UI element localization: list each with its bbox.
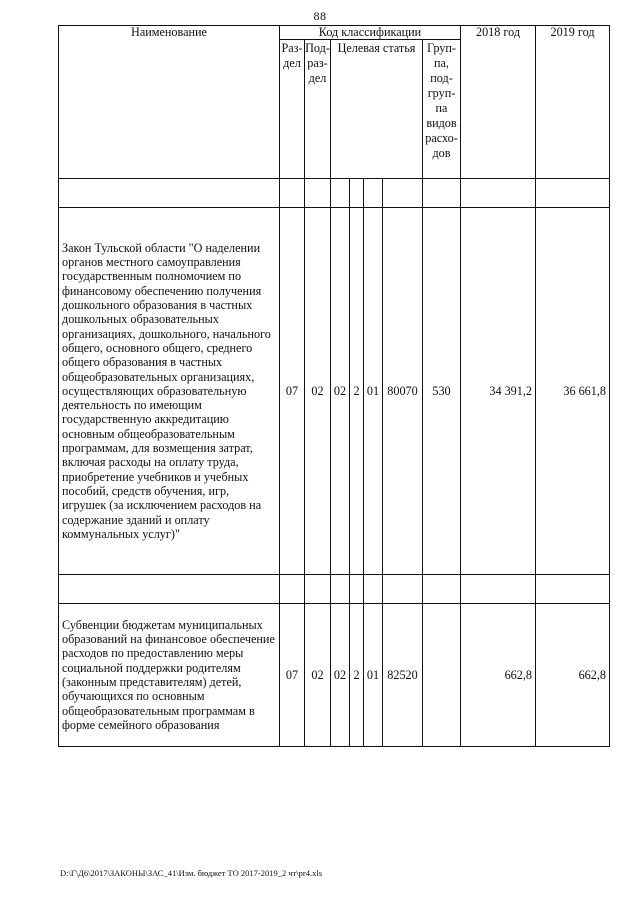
row-name: Закон Тульской области "О наделении органов местного самоуправления государственным полномочием по финансовому обеспечению получения дошкольного образования в частных дошкольных образовательных организациях, дошкольного, начального общего, основного общего, среднего общего образования в частных общеобразовательных организациях, осуществляющих образовательную деятельность по имеющим государственную аккредитацию основным общеобразовательным программам, для возмещения затрат, включая расходы на оплату труда, приобретение учебников и учебных пособий, средств обучения, игр, игрушек (за исключением расходов на содержание зданий и оплату коммунальных услуг)" (59, 208, 280, 575)
row-2018: 662,8 (461, 604, 536, 747)
page-number: 88 (313, 9, 327, 23)
table-row (59, 604, 610, 747)
row-target-3: 01 (364, 604, 383, 747)
header-target-article: Целевая статья (331, 40, 423, 179)
row-target-1: 02 (331, 604, 350, 747)
row-target-4: 82520 (383, 604, 423, 747)
budget-table (58, 25, 610, 747)
row-2019: 36 661,8 (536, 208, 610, 575)
row-target-1: 02 (331, 208, 350, 575)
row-podrazdel: 02 (305, 604, 331, 747)
header-code: Код классификации (280, 26, 461, 40)
header-name: Наименование (59, 26, 280, 179)
row-target-4: 80070 (383, 208, 423, 575)
row-name: Субвенции бюджетам муниципальных образований на финансовое обеспечение расходов по предоставлению меры социальной поддержки родителям (законным представителям) детей, обучающихся по основным общеобразовательным программам в форме семейного образования (59, 604, 280, 747)
header-razdel: Раз- дел (280, 40, 305, 179)
row-razdel: 07 (280, 604, 305, 747)
header-podrazdel: Под- раз- дел (305, 40, 331, 179)
row-podrazdel: 02 (305, 208, 331, 575)
row-razdel: 07 (280, 208, 305, 575)
spacer-row (59, 575, 610, 604)
row-target-2: 2 (350, 604, 364, 747)
row-2019: 662,8 (536, 604, 610, 747)
row-target-2: 2 (350, 208, 364, 575)
header-group: Груп- па, под- груп- па видов расхо- дов (423, 40, 461, 179)
table-row (59, 208, 610, 575)
spacer-row (59, 179, 610, 208)
row-target-3: 01 (364, 208, 383, 575)
row-group: 530 (423, 208, 461, 575)
file-path-footer: D:\Г\Д6\2017\ЗАКОНЫ\ЗАС_41\Изм. бюджет ТО 2017-2019_2 чт\pr4.xls (60, 868, 323, 878)
header-2019: 2019 год (536, 26, 610, 179)
row-group (423, 604, 461, 747)
header-2018: 2018 год (461, 26, 536, 179)
row-2018: 34 391,2 (461, 208, 536, 575)
